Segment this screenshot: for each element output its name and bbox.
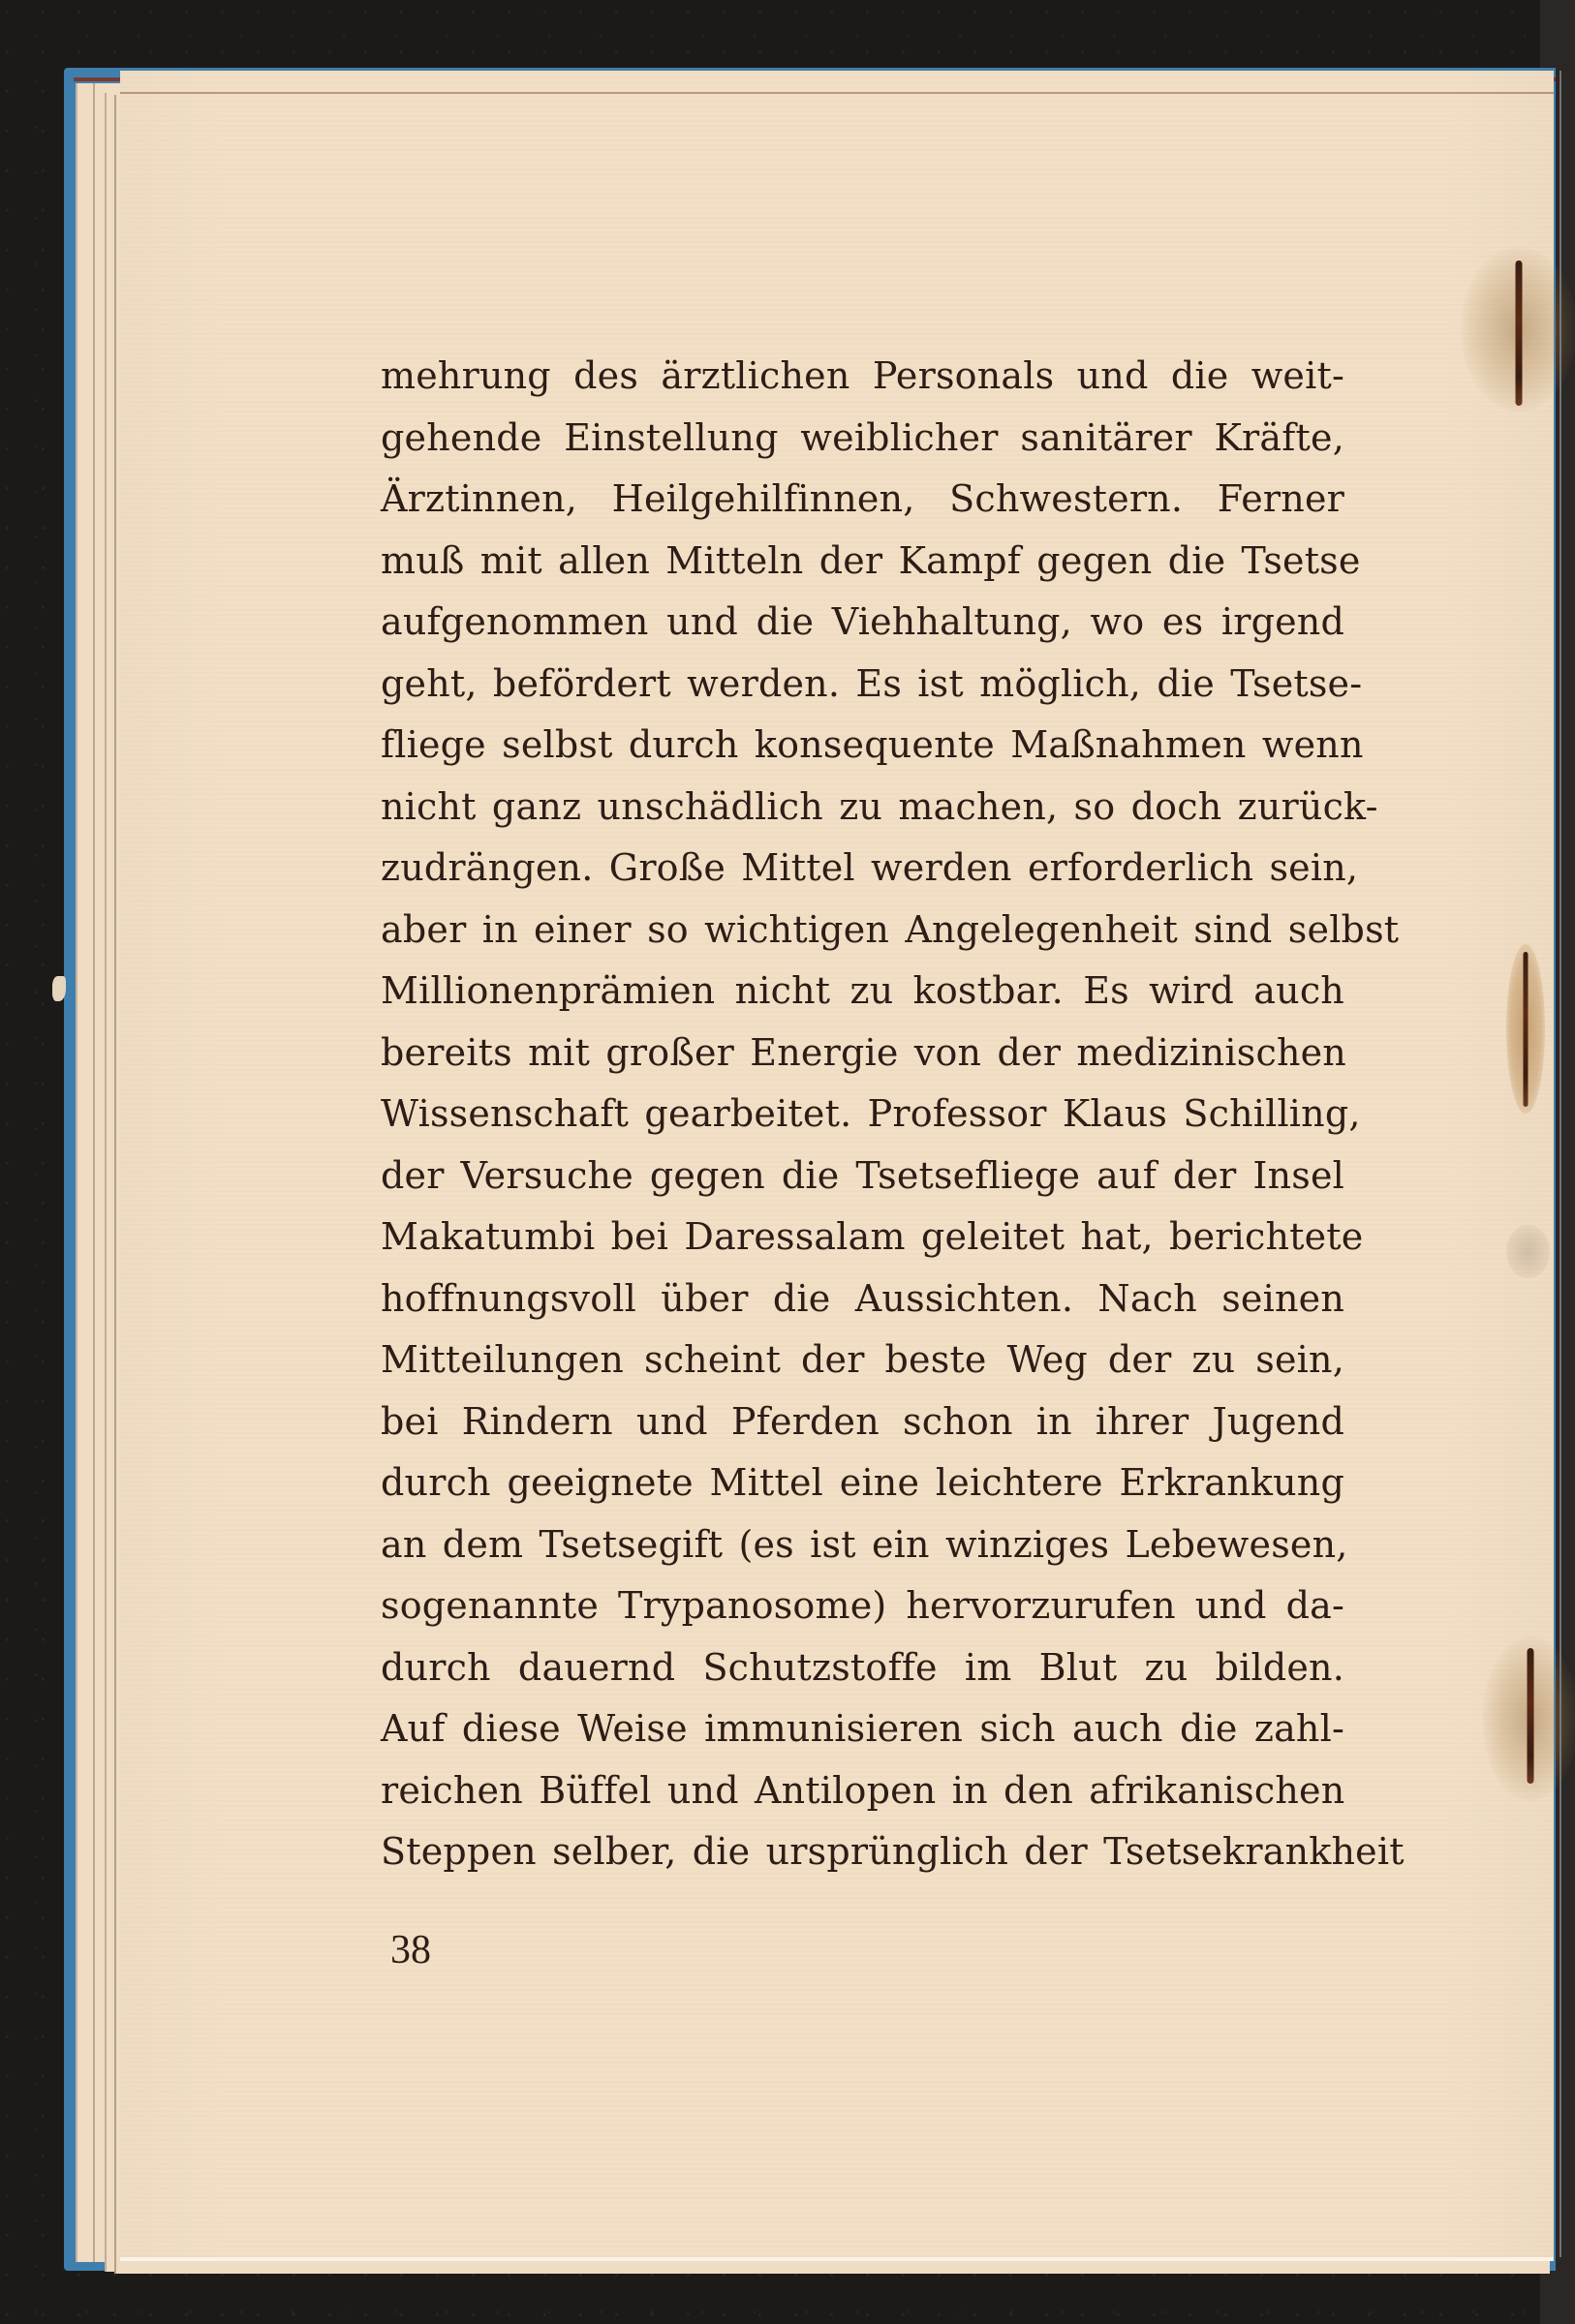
text-line: Wissenschaft gearbeitet. Professor Klaus Schilling,	[381, 1092, 1361, 1135]
text-line: durch geeignete Mittel eine leichtere Erkrankung	[381, 1461, 1344, 1504]
text-line: mehrung des ärztlichen Personals und die weit-	[381, 354, 1344, 397]
text-line: an dem Tsetsegift (es ist ein winziges Lebewesen,	[381, 1522, 1348, 1566]
text-line: geht, befördert werden. Es ist möglich, die Tsetse-	[381, 661, 1363, 705]
text-line: zudrängen. Große Mittel werden erforderlich sein,	[381, 846, 1359, 889]
text-line: gehende Einstellung weiblicher sanitärer Kräfte,	[381, 415, 1344, 459]
text-line: durch dauernd Schutzstoffe im Blut zu bilden.	[381, 1645, 1344, 1689]
text-line: Mitteilungen scheint der beste Weg der zu sein,	[381, 1338, 1344, 1381]
faint-stain	[1506, 1225, 1550, 1278]
text-line: bereits mit großer Energie von der medizinischen	[381, 1030, 1346, 1074]
text-line: Steppen selber, die ursprünglich der Tsetsekrankheit	[381, 1830, 1405, 1873]
text-line: nicht ganz unschädlich zu machen, so doch zurück-	[381, 784, 1378, 828]
rust-stain-icon	[1482, 1636, 1575, 1801]
text-line: fliege selbst durch konsequente Maßnahmen wenn	[381, 723, 1364, 766]
text-line: Ärztinnen, Heilgehilfinnen, Schwestern. Ferner	[381, 477, 1344, 520]
text-line: muß mit allen Mitteln der Kampf gegen die Tsetse	[381, 538, 1361, 582]
rust-stain-icon	[1506, 944, 1545, 1114]
text-line: Makatumbi bei Daressalam geleitet hat, berichtete	[381, 1215, 1364, 1258]
page-crease	[1560, 71, 1561, 2257]
text-line: Auf diese Weise immunisieren sich auch die zahl-	[381, 1707, 1344, 1750]
text-line: aber in einer so wichtigen Angelegenheit sind selbst	[381, 907, 1400, 951]
rust-stain-icon	[1461, 247, 1575, 412]
body-text	[381, 346, 1405, 1883]
text-line: aufgenommen und die Viehhaltung, wo es irgend	[381, 600, 1344, 643]
page-top-rule	[120, 92, 1554, 94]
text-line: bei Rindern und Pferden schon in ihrer Jugend	[381, 1399, 1344, 1443]
text-line: hoffnungsvoll über die Aussichten. Nach seinen	[381, 1276, 1344, 1320]
text-line: der Versuche gegen die Tsetsefliege auf der Insel	[381, 1153, 1344, 1197]
text-line: sogenannte Trypanosome) hervorzurufen und da-	[381, 1584, 1344, 1627]
text-line: Millionenprämien nicht zu kostbar. Es wird auch	[381, 969, 1344, 1012]
paper-chip	[52, 976, 66, 1001]
page-number: 38	[390, 1928, 431, 1972]
text-line: reichen Büffel und Antilopen in den afrikanischen	[381, 1768, 1345, 1812]
